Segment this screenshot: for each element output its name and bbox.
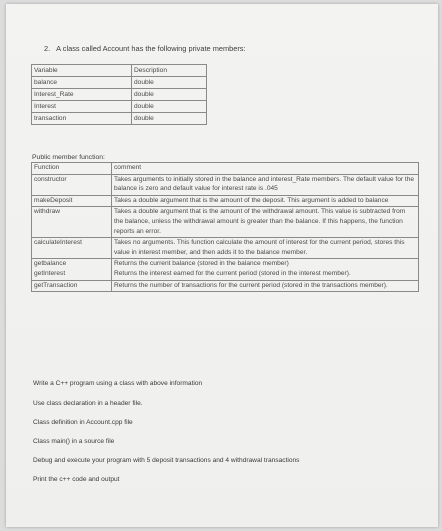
function-name: getbalance getInterest (32, 259, 112, 280)
function-name: withdraw (32, 207, 112, 238)
member-variable: Interest_Rate (32, 89, 132, 101)
function-name: constructor (32, 174, 112, 195)
question-number: 2. (44, 44, 51, 53)
instruction-line: Class definition in Account.cpp file (33, 419, 133, 426)
member-variable: balance (32, 77, 132, 89)
functions-header-comment: comment (112, 163, 419, 175)
table-row (32, 280, 419, 292)
function-comment: Returns the current balance (stored in the balance member) Returns the interest earned for the current period (stored in the interest member). (112, 259, 419, 280)
table-row (32, 238, 419, 259)
table-row (32, 207, 419, 238)
function-comment: Returns the number of transactions for the current period (stored in the transactions member). (112, 280, 419, 292)
members-header-row (32, 65, 207, 77)
instruction-line: Debug and execute your program with 5 deposit transactions and 4 withdrawal transactions (33, 457, 300, 464)
private-members-table (31, 64, 207, 125)
member-variable: Interest (32, 101, 132, 113)
table-row (32, 101, 207, 113)
members-header-description: Description (132, 65, 207, 77)
member-variable: transaction (32, 113, 132, 125)
public-functions-heading: Public member function: (32, 154, 105, 161)
table-row (32, 259, 419, 280)
function-name: calculateInterest (32, 238, 112, 259)
table-row (32, 77, 207, 89)
functions-header-row (32, 163, 419, 175)
members-header-variable: Variable (32, 65, 132, 77)
table-row (32, 174, 419, 195)
table-row (32, 89, 207, 101)
functions-header-function: Function (32, 163, 112, 175)
document-page (6, 4, 438, 527)
function-comment: Takes arguments to initially stored in the balance and interest_Rate members. The default value for the balance is zero and default value for interest rate is .045 (112, 174, 419, 195)
table-row (32, 195, 419, 207)
instruction-line: Print the c++ code and output (33, 476, 120, 483)
function-name: getTransaction (32, 280, 112, 292)
question-title: A class called Account has the following private members: (56, 44, 246, 53)
member-description: double (132, 89, 207, 101)
public-functions-table (31, 162, 419, 292)
member-description: double (132, 77, 207, 89)
member-description: double (132, 101, 207, 113)
instruction-line: Use class declaration in a header file. (33, 400, 143, 407)
member-description: double (132, 113, 207, 125)
function-name: makeDeposit (32, 195, 112, 207)
instruction-line: Write a C++ program using a class with above information (33, 380, 203, 387)
question-heading (44, 44, 246, 53)
function-comment: Takes a double argument that is the amount of the deposit. This argument is added to balance (112, 195, 419, 207)
function-comment: Takes a double argument that is the amount of the withdrawal amount. This value is subtracted from the balance, unless the withdrawal amount is greater than the balance. If this happens, the function reports an error. (112, 207, 419, 238)
table-row (32, 113, 207, 125)
function-comment: Takes no arguments. This function calculate the amount of interest for the current period, stores this value in interest member, and then adds it to the balance member. (112, 238, 419, 259)
instruction-line: Class main() in a source file (33, 438, 115, 445)
